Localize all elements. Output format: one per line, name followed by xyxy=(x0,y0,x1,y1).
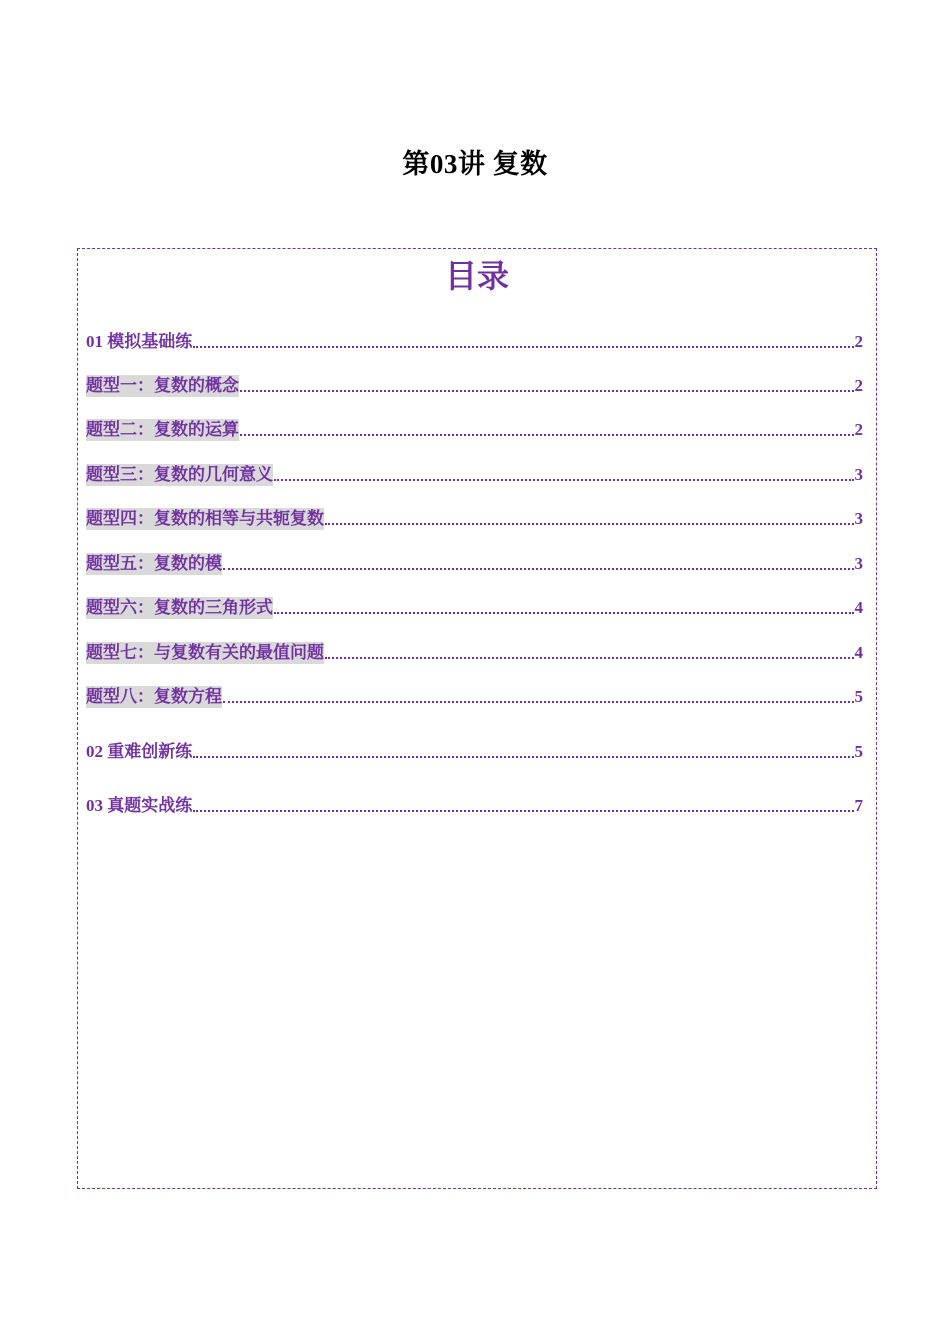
dot-leader xyxy=(240,390,854,392)
toc-entry-type-2[interactable] xyxy=(86,417,863,441)
toc-entry-type-4[interactable] xyxy=(86,506,863,530)
dot-leader xyxy=(325,657,854,659)
toc-entry-label: 题型三：复数的几何意义 xyxy=(86,465,273,484)
dot-leader xyxy=(193,810,853,812)
toc-entry-type-6[interactable] xyxy=(86,595,863,619)
toc-entry-type-8[interactable] xyxy=(86,684,863,708)
toc-entry-label: 02 重难创新练 xyxy=(86,742,193,761)
toc-entry-exam-practice[interactable] xyxy=(86,793,863,817)
toc-entry-page: 2 xyxy=(854,420,863,439)
toc-entry-page: 4 xyxy=(854,643,863,662)
toc-entry-page: 7 xyxy=(854,796,863,815)
dot-leader xyxy=(240,434,854,436)
toc-entry-label: 题型八：复数方程 xyxy=(86,687,222,706)
toc-entry-page: 4 xyxy=(854,598,863,617)
toc-entry-type-5[interactable] xyxy=(86,551,863,575)
toc-entry-label: 题型五：复数的模 xyxy=(86,554,222,573)
dot-leader xyxy=(223,701,854,703)
toc-entry-type-7[interactable] xyxy=(86,640,863,664)
toc-entry-page: 3 xyxy=(854,509,863,528)
dot-leader xyxy=(193,756,853,758)
toc-heading: 目录 xyxy=(444,257,509,295)
toc-entry-page: 3 xyxy=(854,554,863,573)
toc-entry-page: 5 xyxy=(854,687,863,706)
toc-entry-advanced-practice[interactable] xyxy=(86,739,863,763)
toc-entry-label: 03 真题实战练 xyxy=(86,796,193,815)
table-of-contents xyxy=(77,248,877,1189)
toc-entry-page: 2 xyxy=(854,376,863,395)
toc-entry-label: 题型七：与复数有关的最值问题 xyxy=(86,643,324,662)
page-title: 第03讲 复数 xyxy=(402,149,548,179)
dot-leader xyxy=(223,568,854,570)
toc-entry-page: 5 xyxy=(854,742,863,761)
dot-leader xyxy=(274,612,854,614)
toc-entry-page: 3 xyxy=(854,465,863,484)
dot-leader xyxy=(325,523,854,525)
toc-entry-label: 题型四：复数的相等与共轭复数 xyxy=(86,509,324,528)
toc-entry-label: 题型一：复数的概念 xyxy=(86,376,239,395)
toc-entry-type-3[interactable] xyxy=(86,462,863,486)
dot-leader xyxy=(274,479,854,481)
toc-entry-page: 2 xyxy=(854,332,863,351)
toc-entry-label: 题型六：复数的三角形式 xyxy=(86,598,273,617)
toc-entry-basic-practice[interactable] xyxy=(86,329,863,353)
toc-entry-label: 题型二：复数的运算 xyxy=(86,420,239,439)
toc-entry-label: 01 模拟基础练 xyxy=(86,332,193,351)
toc-entry-type-1[interactable] xyxy=(86,373,863,397)
dot-leader xyxy=(193,346,853,348)
